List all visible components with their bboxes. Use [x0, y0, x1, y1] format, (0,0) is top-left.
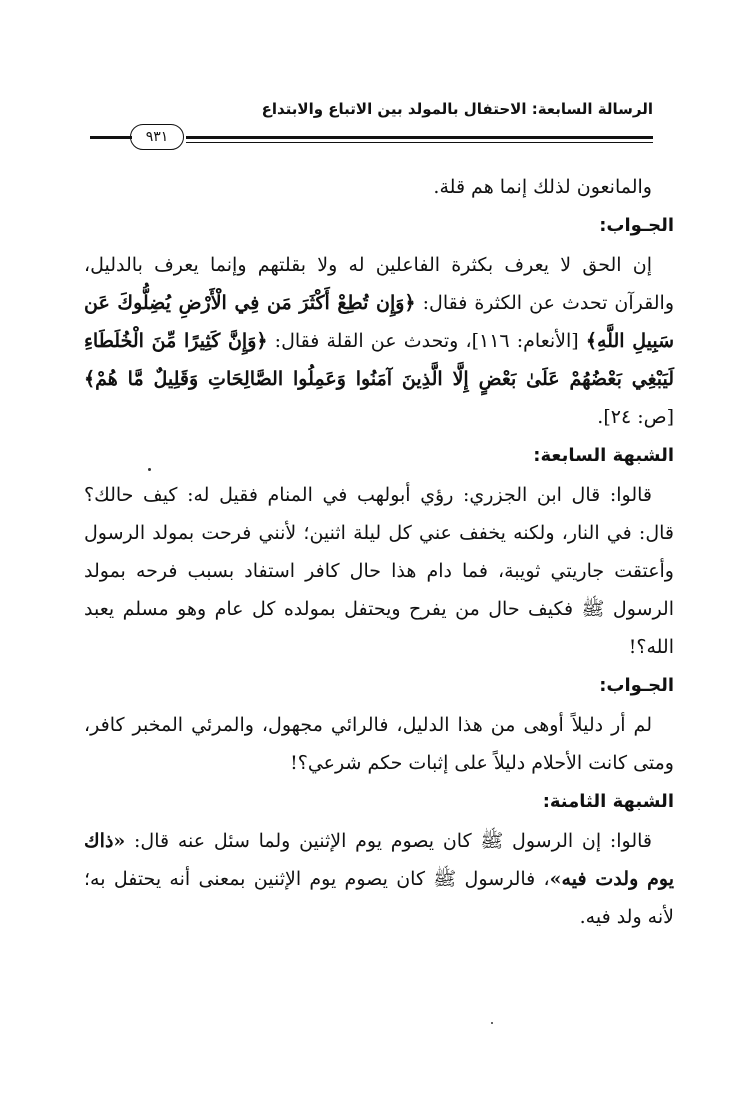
header-rule-left	[90, 136, 132, 139]
eighth-doubt-paragraph	[84, 822, 674, 936]
quran-verse-1: ﴿وَإِن تُطِعْ أَكْثَرَ مَن فِي الْأَرْضِ يُضِلُّوكَ عَن سَبِيلِ اللَّهِ﴾	[84, 292, 675, 352]
answer-1-text-a: إن الحق لا يعرف بكثرة الفاعلين له ولا بقلتهم وإنما يعرف بالدليل، والقرآن تحدث عن الكثرة فقال:	[84, 254, 674, 314]
hadith-quote: «ذاك يوم ولدت فيه»	[84, 830, 674, 890]
header-rule-right	[186, 136, 653, 139]
page-number: ٩٣١	[130, 124, 184, 150]
answer-heading-1: الجـواب:	[599, 215, 674, 236]
page-body	[84, 168, 674, 936]
seventh-doubt-heading: الشبهة السابعة:	[533, 445, 674, 466]
answer-1-text-c: [ص: ٢٤].	[597, 406, 674, 428]
quran-verse-2: ﴿وَإِنَّ كَثِيرًا مِّنَ الْخُلَطَاءِ لَيَبْغِي بَعْضُهُمْ عَلَىٰ بَعْضٍ إِلَّا الَّذِينَ آمَنُوا وَعَمِلُوا الصَّالِحَاتِ وَقَلِيلٌ مَّا هُمْ﴾	[84, 330, 674, 390]
seventh-doubt-paragraph: قالوا: قال ابن الجزري: رؤي أبولهب في المنام فقيل له: كيف حالك؟ قال: في النار، ولكنه يخفف عني كل ليلة اثنين؛ لأنني فرحت بمولد الرسول وأعتقت جاريتي ثويبة، فما دام هذا حال كافر استفاد بسبب فرحه بمولد الرسول ﷺ فكيف حال من يفرح ويحتفل بمولده كل عام وهو مسلم يعبد الله؟!	[84, 484, 674, 658]
scan-speck	[148, 468, 151, 471]
scan-speck	[491, 1022, 493, 1024]
intro-paragraph: والمانعون لذلك إنما هم قلة.	[433, 176, 652, 198]
header-title: الرسالة السابعة: الاحتفال بالمولد بين الاتباع والابتداع	[261, 100, 653, 118]
answer-paragraph-2: لم أر دليلاً أوهى من هذا الدليل، فالرائي مجهول، والمرئي المخبر كافر، ومتى كانت الأحلام دليلاً على إثبات حكم شرعي؟!	[84, 714, 674, 774]
running-header	[90, 100, 653, 150]
answer-paragraph-1	[84, 246, 674, 436]
answer-1-text-b: [الأنعام: ١١٦]، وتحدث عن القلة فقال:	[267, 330, 586, 352]
eighth-text-b: ، فالرسول ﷺ كان يصوم يوم الإثنين بمعنى أنه يحتفل به؛ لأنه ولد فيه.	[84, 868, 674, 928]
answer-heading-2: الجـواب:	[599, 675, 674, 696]
eighth-text-a: قالوا: إن الرسول ﷺ كان يصوم يوم الإثنين ولما سئل عنه قال:	[125, 830, 652, 852]
eighth-doubt-heading: الشبهة الثامنة:	[542, 791, 674, 812]
